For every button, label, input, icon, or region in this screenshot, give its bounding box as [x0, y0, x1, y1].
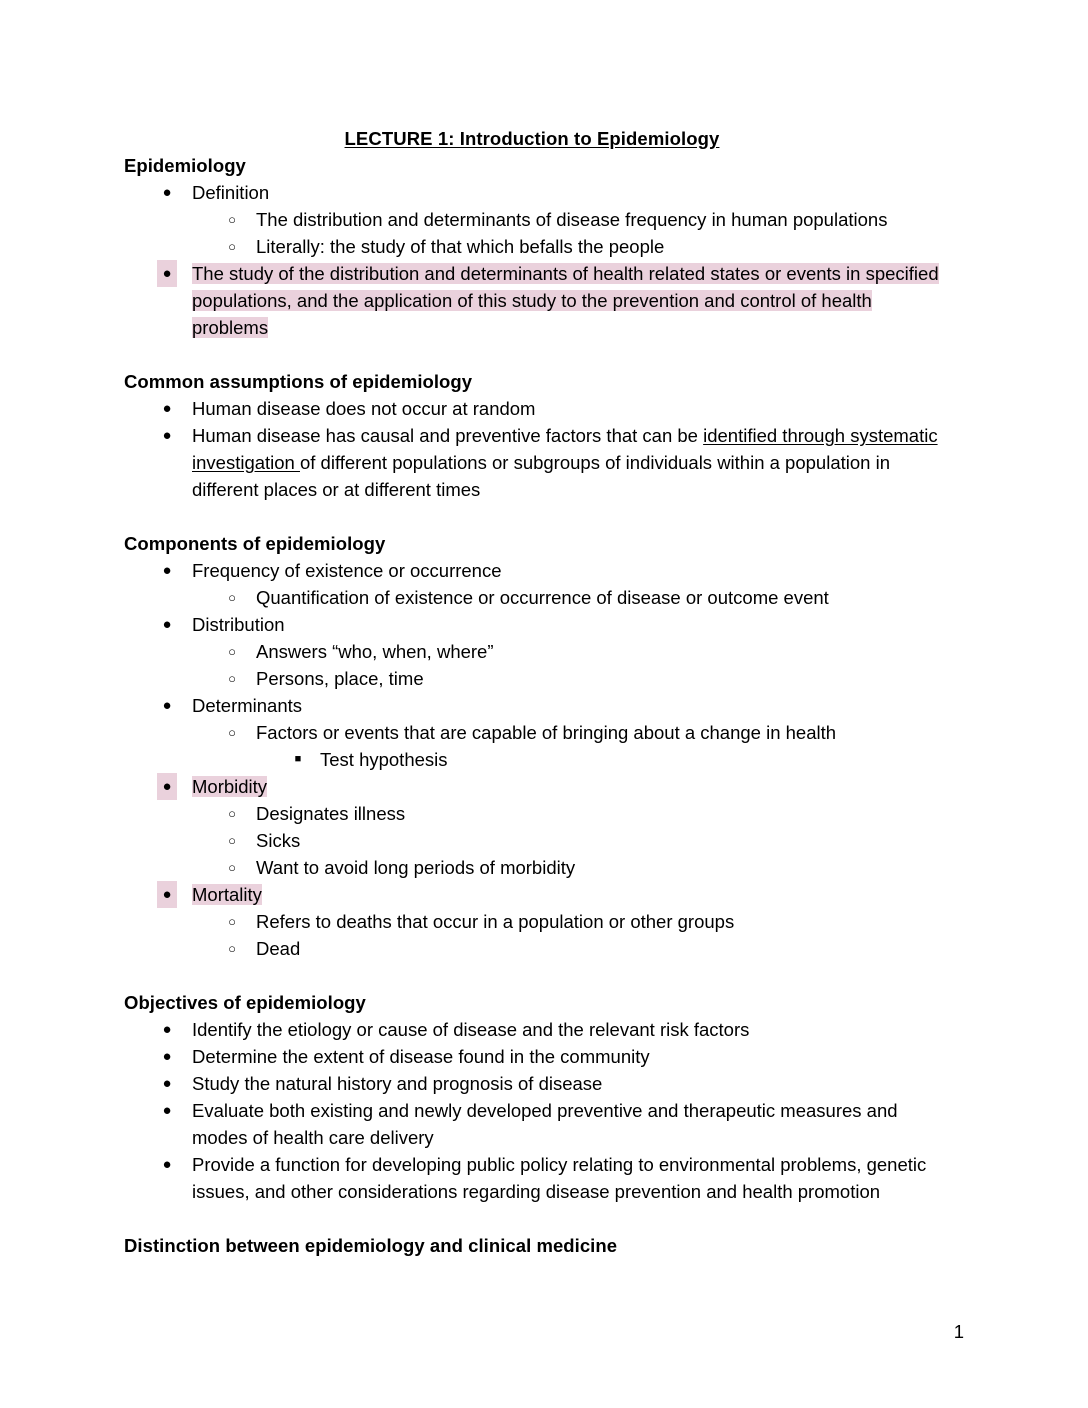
- circle-bullet-icon: ○: [228, 644, 236, 659]
- list-item-label: Quantification of existence or occurrence of disease or outcome event: [256, 587, 829, 608]
- list-item: [124, 692, 940, 719]
- disc-bullet-icon: ●: [162, 427, 172, 444]
- text-run-plain-2: of different populations or subgroups of individuals within a population in different places or at different times: [192, 452, 890, 500]
- list-item: [124, 179, 940, 206]
- list-item: [124, 854, 940, 881]
- list-item: [124, 1016, 940, 1043]
- list-item-label: Distribution: [192, 614, 285, 635]
- list-components-mortality-sub: [124, 908, 940, 962]
- circle-bullet-icon: ○: [228, 806, 236, 821]
- list-components-determinants-sub: [124, 719, 940, 746]
- list-item-label: Morbidity: [192, 776, 268, 797]
- circle-bullet-icon: ○: [228, 833, 236, 848]
- list-item-label: Refers to deaths that occur in a population or other groups: [256, 911, 735, 932]
- list-item-label: The study of the distribution and determinants of health related states or events in specified populations, and the application of this study to the prevention and control of health problems: [192, 263, 939, 338]
- list-components-mortality: [124, 881, 940, 908]
- circle-bullet-icon: ○: [228, 590, 236, 605]
- list-item: [124, 206, 940, 233]
- page-number: 1: [953, 1321, 964, 1342]
- list-item-label: Determine the extent of disease found in the community: [192, 1046, 650, 1067]
- list-item: [124, 1097, 940, 1151]
- disc-bullet-icon: ●: [162, 697, 172, 714]
- list-components-determinants-sub-sub: [124, 746, 940, 773]
- circle-bullet-icon: ○: [228, 941, 236, 956]
- circle-bullet-icon: ○: [228, 860, 236, 875]
- disc-bullet-icon: ●: [157, 773, 177, 800]
- list-item-label: Frequency of existence or occurrence: [192, 560, 502, 581]
- list-item-label: Persons, place, time: [256, 668, 424, 689]
- list-components-distribution-sub: [124, 638, 940, 692]
- list-item: [124, 638, 940, 665]
- list-item-label: The distribution and determinants of disease frequency in human populations: [256, 209, 888, 230]
- document-title-text: LECTURE 1: Introduction to Epidemiology: [344, 128, 720, 149]
- document-title: [124, 125, 940, 152]
- list-item-label: Human disease does not occur at random: [192, 398, 536, 419]
- list-components-determinants: [124, 692, 940, 719]
- document-content: [124, 125, 940, 1259]
- list-item-highlighted-morbidity: [124, 773, 940, 800]
- text-run-plain: Human disease has causal and preventive factors that can be: [192, 425, 704, 446]
- list-item: [124, 1151, 940, 1205]
- section-heading-distinction: Distinction between epidemiology and clinical medicine: [124, 1235, 618, 1256]
- section-heading-common-assumptions: Common assumptions of epidemiology: [124, 371, 473, 392]
- list-item-label: Literally: the study of that which befalls the people: [256, 236, 665, 257]
- disc-bullet-icon: ●: [162, 1048, 172, 1065]
- list-item-label: Mortality: [192, 884, 262, 905]
- list-item-label: Determinants: [192, 695, 303, 716]
- spacer: [124, 962, 940, 989]
- list-components-frequency: [124, 557, 940, 584]
- list-item: [124, 1070, 940, 1097]
- list-item: [124, 395, 940, 422]
- list-item: [124, 1043, 940, 1070]
- spacer: [124, 503, 940, 530]
- list-item-label: Factors or events that are capable of bringing about a change in health: [256, 722, 837, 743]
- disc-bullet-icon: ●: [162, 1075, 172, 1092]
- disc-bullet-icon: ●: [162, 616, 172, 633]
- square-bullet-icon: ■: [294, 753, 302, 765]
- circle-bullet-icon: ○: [228, 725, 236, 740]
- list-item: [124, 800, 940, 827]
- list-item-label: Identify the etiology or cause of disease and the relevant risk factors: [192, 1019, 750, 1040]
- list-item-highlighted: [124, 260, 940, 341]
- circle-bullet-icon: ○: [228, 671, 236, 686]
- circle-bullet-icon: ○: [228, 914, 236, 929]
- spacer: [124, 341, 940, 368]
- disc-bullet-icon: ●: [162, 562, 172, 579]
- list-components-frequency-sub: [124, 584, 940, 611]
- list-item: [124, 908, 940, 935]
- list-epidemiology-definition-highlighted: [124, 260, 940, 341]
- list-components-distribution: [124, 611, 940, 638]
- list-epidemiology-level1: [124, 179, 940, 206]
- section-heading-components: Components of epidemiology: [124, 533, 386, 554]
- list-item-label: [192, 425, 938, 500]
- list-components-morbidity-sub: [124, 800, 940, 881]
- list-item-label: Provide a function for developing public policy relating to environmental problems, genetic issues, and other considerations regarding disease prevention and health promotion: [192, 1154, 927, 1202]
- list-item: [124, 611, 940, 638]
- list-item: [124, 827, 940, 854]
- list-item: [124, 935, 940, 962]
- list-item: [124, 665, 940, 692]
- disc-bullet-icon: ●: [162, 1156, 172, 1173]
- list-objectives: [124, 1016, 940, 1205]
- disc-bullet-icon: ●: [157, 881, 177, 908]
- circle-bullet-icon: ○: [228, 212, 236, 227]
- circle-bullet-icon: ○: [228, 239, 236, 254]
- list-item: [124, 422, 940, 503]
- disc-bullet-icon: ●: [162, 1021, 172, 1038]
- list-item-label: Designates illness: [256, 803, 406, 824]
- list-item-label: Want to avoid long periods of morbidity: [256, 857, 576, 878]
- list-item-label: Evaluate both existing and newly developed preventive and therapeutic measures and modes of health care delivery: [192, 1100, 898, 1148]
- disc-bullet-icon: ●: [162, 184, 172, 201]
- section-heading-objectives: Objectives of epidemiology: [124, 992, 366, 1013]
- disc-bullet-icon: ●: [162, 1102, 172, 1119]
- text-run-underlined: identified through systematic investigation: [192, 425, 938, 473]
- disc-bullet-icon: ●: [157, 260, 177, 287]
- list-item: [124, 746, 940, 773]
- list-item: [124, 233, 940, 260]
- list-item-label: Dead: [256, 938, 301, 959]
- list-common-assumptions: [124, 395, 940, 503]
- list-epidemiology-level2: [124, 206, 940, 260]
- list-item-label: Test hypothesis: [320, 749, 448, 770]
- list-item-label: Sicks: [256, 830, 301, 851]
- list-item: [124, 719, 940, 746]
- spacer: [124, 1205, 940, 1232]
- list-item-label: Answers “who, when, where”: [256, 641, 494, 662]
- list-item-label: Study the natural history and prognosis of disease: [192, 1073, 603, 1094]
- section-heading-epidemiology: Epidemiology: [124, 155, 246, 176]
- list-components-morbidity: [124, 773, 940, 800]
- disc-bullet-icon: ●: [162, 400, 172, 417]
- list-item: [124, 584, 940, 611]
- list-item: [124, 557, 940, 584]
- list-item-label: Definition: [192, 182, 270, 203]
- list-item-highlighted-mortality: [124, 881, 940, 908]
